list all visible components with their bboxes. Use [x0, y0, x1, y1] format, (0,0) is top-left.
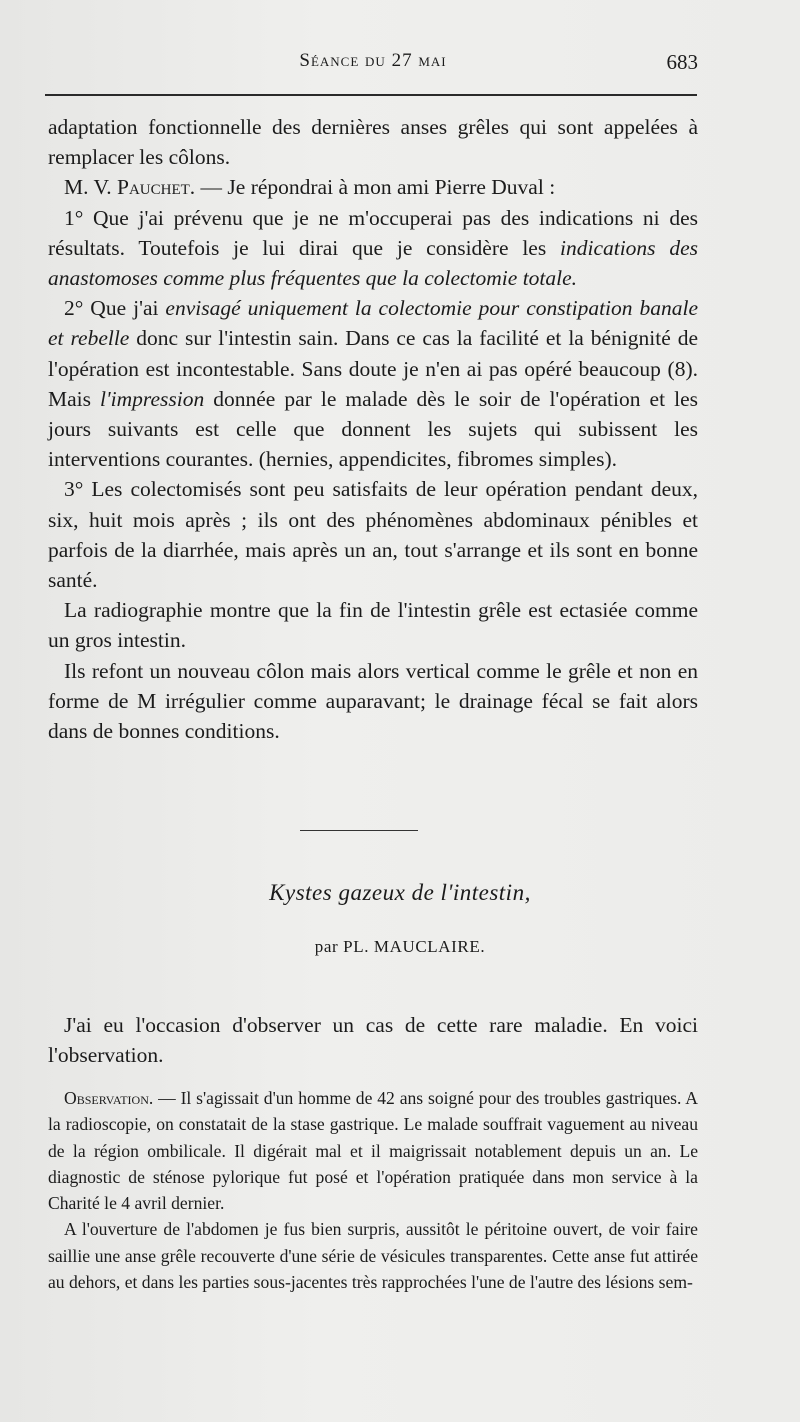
point-2-emphasis-1: envisagé uniquement la colectomie pour constipation banale et rebelle: [48, 296, 698, 351]
paragraph-speaker: [48, 172, 698, 202]
paragraph-new-colon: Ils refont un nouveau côlon mais alors vertical comme le grêle et non en forme de M irrégulier comme auparavant; le drainage fécal se fait alors dans de bonnes conditions.: [48, 658, 698, 744]
point-1-text: 1° Que j'ai prévenu que je ne m'occuperai pas des indications ni des résultats. Toutefois je lui dirai que je considère les: [48, 205, 698, 260]
speaker-name: M. V. Pauchet.: [64, 175, 196, 200]
page-header: [48, 50, 698, 80]
section-divider: [300, 830, 418, 831]
paragraph-point-1: [48, 203, 698, 294]
point-2-end: donnée par le malade dès le soir de l'opération et les jours suivants est celle que donnent les sujets qui subissent les interventions courantes. (hernies, appendicites, fibromes simples).: [48, 386, 698, 472]
point-2-start: 2° Que j'ai: [64, 296, 166, 321]
speaker-text: — Je répondrai à mon ami Pierre Duval :: [195, 175, 556, 200]
point-1-emphasis: indications des anastomoses comme plus fréquentes que la colectomie totale.: [48, 235, 698, 291]
article-title: Kystes gazeux de l'intestin,: [269, 880, 531, 905]
observation-label: Observation.: [64, 1088, 154, 1108]
paragraph-radiography: La radiographie montre que la fin de l'intestin grêle est ectasiée comme un gros intestin.: [48, 598, 698, 653]
observation-body: — Il s'agissait d'un homme de 42 ans soigné pour des troubles gastriques. A la radioscopie, on constatait de la stase gastrique. Le malade souffrait vaguement au niveau de la région ombilicale. Il digérait mal et il maigrissait notablement depuis un an. Le diagnostic de sténose pylorique fut posé et l'opération pratiquée dans mon service à la Charité le 4 avril dernier.: [48, 1088, 698, 1214]
point-2-emphasis-2: l'impression: [100, 386, 205, 411]
observation-paragraph: [48, 1085, 698, 1216]
running-title: [48, 50, 698, 72]
paragraph-point-3: 3° Les colectomisés sont peu satisfaits de leur opération pendant deux, six, huit mois après ; ils ont des phénomènes abdominaux pénibles et parfois de la diarrhée, mais après un an, tout s'arrange et ils sont en bonne santé.: [48, 477, 698, 593]
article-intro: [48, 1010, 698, 1070]
running-title-day: 27: [391, 50, 413, 71]
paragraph-point-2: [48, 293, 698, 474]
intro-paragraph: J'ai eu l'occasion d'observer un cas de cette rare maladie. En voici l'observation.: [48, 1013, 698, 1067]
running-title-prefix: Séance du: [299, 50, 386, 71]
article-byline: par PL. MAUCLAIRE.: [314, 937, 486, 956]
observation-paragraph-2: A l'ouverture de l'abdomen je fus bien surpris, aussitôt le péritoine ouvert, de voir faire saillie une anse grêle recouverte d'une série de vésicules transparentes. Cette anse fut attirée au dehors, et dans les parties sous-jacentes très rapprochées l'une de l'autre des lésions sem-: [48, 1219, 698, 1293]
page-number: 683: [666, 50, 698, 74]
observation-text: [48, 1085, 698, 1295]
header-rule: [45, 94, 697, 96]
running-title-month: mai: [418, 50, 447, 71]
point-2-mid: donc sur l'intestin sain. Dans ce cas la facilité et la bénignité de l'opération est incontestable. Sans doute je n'en ai pas opéré beaucoup (8). Mais: [48, 326, 698, 411]
discussion-text: [48, 112, 698, 746]
paragraph-continuation: adaptation fonctionnelle des dernières anses grêles qui sont appelées à remplacer les côlons.: [48, 115, 698, 170]
